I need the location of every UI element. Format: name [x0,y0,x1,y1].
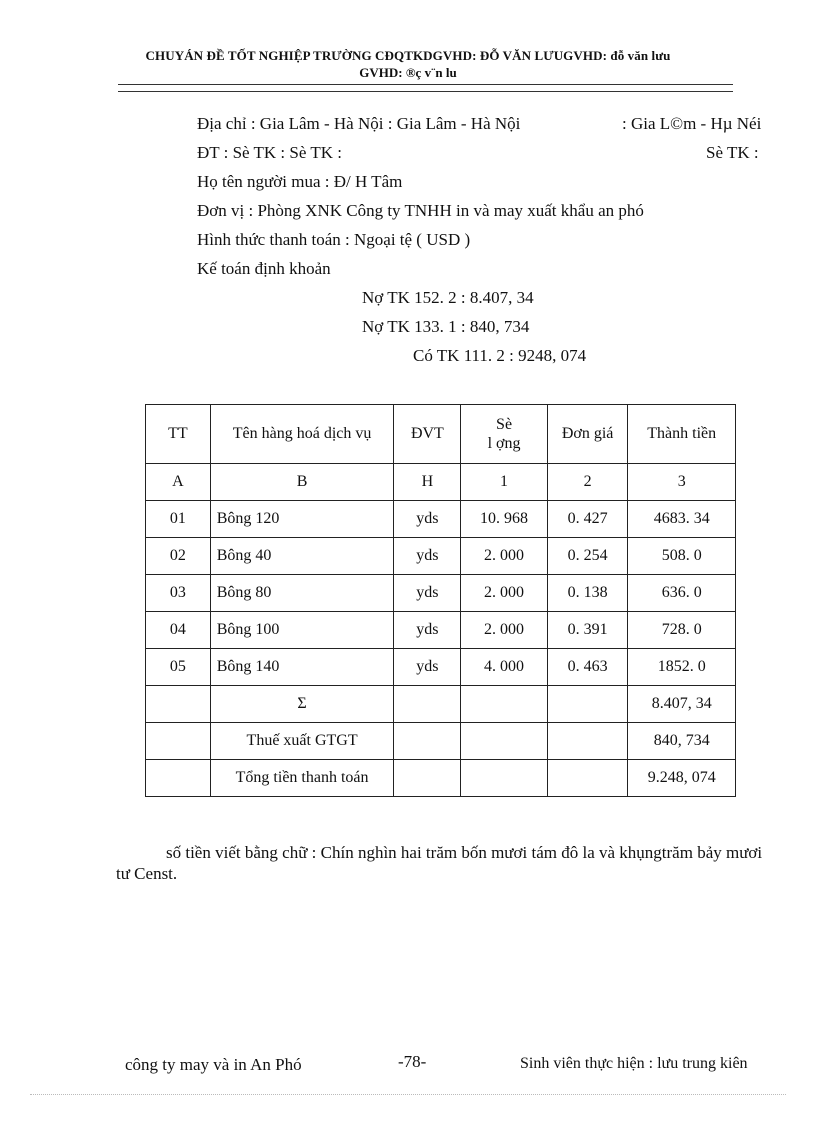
total-row [146,760,736,797]
row-unit: yds [394,501,461,538]
header-unit: ĐVT [394,405,461,464]
sum-row [146,686,736,723]
total-value: 9.248, 074 [628,760,736,797]
code-cell: 3 [628,464,736,501]
footer-student: Sinh viên thực hiện : lưu trung kiên [520,1055,748,1072]
row-item-name: Bông 40 [210,538,394,575]
footer-company: công ty may và in An Phó [125,1055,302,1074]
header-quantity [461,405,548,464]
empty-cell [461,723,548,760]
row-tt: 03 [146,575,211,612]
empty-cell [394,760,461,797]
row-amount: 1852. 0 [628,649,736,686]
tax-label: Thuế xuất GTGT [210,723,394,760]
header-unit-price: Đơn giá [547,405,628,464]
row-tt: 02 [146,538,211,575]
row-item-name: Bông 100 [210,612,394,649]
header-amount: Thành tiền [628,405,736,464]
table-code-row [146,464,736,501]
address-line: Địa chỉ : Gia Lâm - Hà Nội : Gia Lâm - Hà Nội [197,114,521,133]
header-item-name: Tên hàng hoá dịch vụ [210,405,394,464]
code-cell: 1 [461,464,548,501]
header-quantity-line2: l ợng [487,435,521,452]
code-cell: H [394,464,461,501]
code-cell: B [210,464,394,501]
empty-cell [547,686,628,723]
row-item-name: Bông 80 [210,575,394,612]
row-unit-price: 0. 427 [547,501,628,538]
row-unit-price: 0. 254 [547,538,628,575]
total-label: Tổng tiền thanh toán [210,760,394,797]
row-unit: yds [394,575,461,612]
tax-value: 840, 734 [628,723,736,760]
payment-method: Hình thức thanh toán : Ngoại tệ ( USD ) [197,230,471,249]
tax-row [146,723,736,760]
row-unit: yds [394,538,461,575]
footer-divider [30,1094,786,1095]
row-tt: 05 [146,649,211,686]
header-title: CHUYÁN ĐỀ TỐT NGHIỆP TRƯỜNG CĐQTKDGVHD: ĐỖ VĂN LƯUGVHD: đỗ văn lưu [145,48,671,63]
empty-cell [146,686,211,723]
accounting-title: Kế toán định khoản [197,259,331,278]
amount-in-words: số tiền viết bằng chữ : Chín nghìn hai trăm bốn mươi tám đô la và khụngtrăm bảy mươi tư Censt. [116,843,763,883]
table-header-row [146,405,736,464]
row-quantity: 10. 968 [461,501,548,538]
row-quantity: 2. 000 [461,538,548,575]
header-divider [118,84,733,92]
row-quantity: 2. 000 [461,612,548,649]
row-amount: 4683. 34 [628,501,736,538]
phone-right: Sè TK : [706,143,759,162]
debit-entry-2: Nợ TK 133. 1 : 840, 734 [362,317,530,336]
row-amount: 636. 0 [628,575,736,612]
row-unit: yds [394,649,461,686]
row-quantity: 4. 000 [461,649,548,686]
header-tt: TT [146,405,211,464]
table-row [146,538,736,575]
row-tt: 04 [146,612,211,649]
header-quantity-line1: Sè [496,416,513,433]
sum-value: 8.407, 34 [628,686,736,723]
empty-cell [394,686,461,723]
empty-cell [146,760,211,797]
row-unit-price: 0. 463 [547,649,628,686]
empty-cell [547,723,628,760]
row-unit-price: 0. 138 [547,575,628,612]
row-amount: 728. 0 [628,612,736,649]
invoice-table [145,404,736,797]
credit-entry: Có TK 111. 2 : 9248, 074 [413,346,587,365]
debit-entry-1: Nợ TK 152. 2 : 8.407, 34 [362,288,534,307]
row-tt: 01 [146,501,211,538]
sum-label: Σ [210,686,394,723]
code-cell: 2 [547,464,628,501]
buyer-name: Họ tên người mua : Đ/ H Tâm [197,172,403,191]
row-item-name: Bông 140 [210,649,394,686]
empty-cell [461,760,548,797]
empty-cell [461,686,548,723]
table-row [146,649,736,686]
page-number: -78- [398,1052,427,1071]
row-amount: 508. 0 [628,538,736,575]
row-unit: yds [394,612,461,649]
table-row [146,501,736,538]
phone-line: ĐT : Sè TK : Sè TK : [197,143,342,162]
row-item-name: Bông 120 [210,501,394,538]
row-quantity: 2. 000 [461,575,548,612]
empty-cell [394,723,461,760]
header-subtitle: GVHD: ®ç v¨n lu [359,65,457,80]
code-cell: A [146,464,211,501]
table-row [146,612,736,649]
address-right: : Gia L©m - Hµ Néi [622,114,762,133]
row-unit-price: 0. 391 [547,612,628,649]
buyer-unit: Đơn vị : Phòng XNK Công ty TNHH in và may xuất khẩu an phó [197,201,644,220]
table-row [146,575,736,612]
empty-cell [547,760,628,797]
empty-cell [146,723,211,760]
